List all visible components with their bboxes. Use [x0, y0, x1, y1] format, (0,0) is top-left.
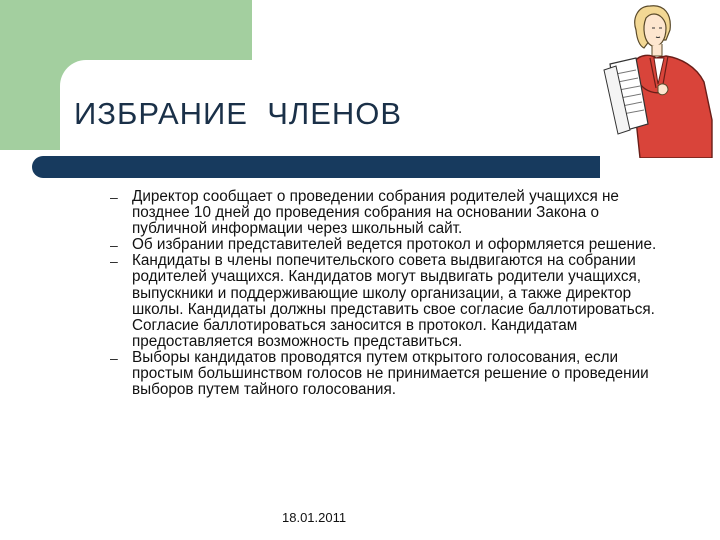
bullet-dash: – [110, 253, 118, 270]
bullet-text: Директор сообщает о проведении собрания родителей учащихся не позднее 10 дней до проведения собрания на основании Закона о публичной информации через школьный сайт. [132, 188, 619, 238]
bullet-dash: – [110, 237, 118, 254]
bullet-item [110, 350, 670, 398]
bullet-dash: – [110, 349, 118, 366]
face-shape [644, 14, 666, 46]
title-underline-bar [32, 156, 600, 178]
bullet-item [110, 253, 670, 350]
businesswoman-clipart-icon [600, 0, 720, 158]
bullet-list [110, 189, 670, 398]
hand-shape [658, 84, 668, 95]
slide-title: ИЗБРАНИЕ ЧЛЕНОВ [74, 96, 403, 131]
bullet-dash: – [110, 189, 118, 205]
bullet-text: Об избрании представителей ведется протокол и оформляется решение. [132, 236, 657, 254]
slide-date: 18.01.2011 [282, 510, 347, 525]
bullet-text: Выборы кандидатов проводятся путем открытого голосования, если простым большинством голосов не принимается решение о проведении выборов путем тайного голосования. [132, 348, 649, 399]
bullet-item [110, 189, 670, 237]
bullet-text: Кандидаты в члены попечительского совета выдвигаются на собрании родителей учащихся. Кандидатов могут выдвигать родители учащихся, выпускники и поддерживающие школу организации, а также директор школы. Кандидаты должны представить свое согласие баллотироваться. Согласие баллотироваться заносится в протокол. Кандидатам предоставляется возможность представиться. [132, 252, 655, 350]
bullet-item [110, 237, 670, 253]
neck-shape [652, 44, 662, 56]
